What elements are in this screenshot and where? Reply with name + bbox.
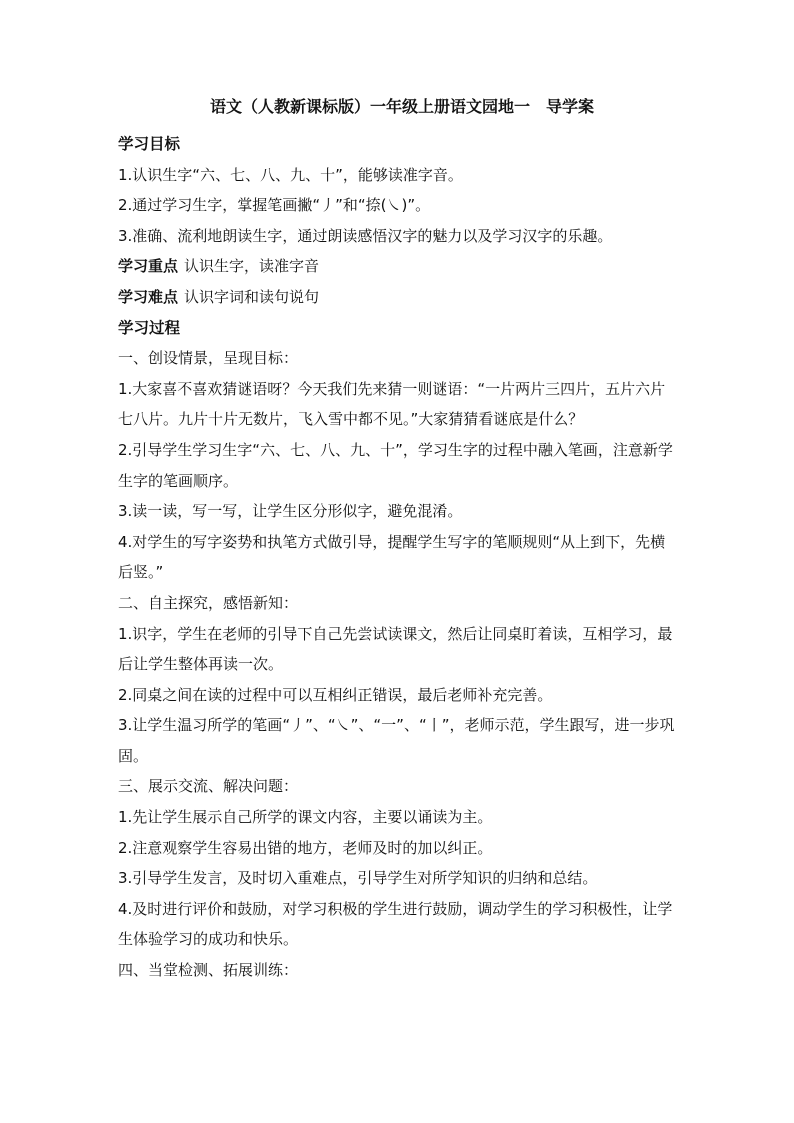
list-item: 4.及时进行评价和鼓励，对学习积极的学生进行鼓励，调动学生的学习积极性，让学生体验学习的成功和快乐。 <box>118 899 673 949</box>
section-heading: 二、自主探究，感悟新知： <box>118 593 299 612</box>
list-item: 2.注意观察学生容易出错的地方，老师及时的加以纠正。 <box>118 838 493 857</box>
list-item: 4.对学生的写字姿势和执笔方式做引导，提醒学生写字的笔顺规则“从上到下，先横后竖。” <box>118 532 666 582</box>
key-point-text: 认识生字，读准字音 <box>184 257 320 276</box>
key-point-row <box>118 251 678 282</box>
key-point-label: 学习重点 <box>118 257 179 276</box>
list-item: 2.同桌之间在读的过程中可以互相纠正错误，最后老师补充完善。 <box>118 685 553 704</box>
difficulty-row <box>118 282 678 313</box>
section-heading: 四、当堂检测、拓展训练： <box>118 961 299 980</box>
list-item: 3.引导学生发言，及时切入重难点，引导学生对所学知识的归纳和总结。 <box>118 869 598 888</box>
list-item: 3.读一读，写一写，让学生区分形似字，避免混淆。 <box>118 502 463 521</box>
process-heading: 学习过程 <box>118 318 181 337</box>
difficulty-text: 认识字词和读句说句 <box>184 287 320 306</box>
goal-item: 3.准确、流利地朗读生字，通过朗读感悟汉字的魅力以及学习汉字的乐趣。 <box>118 226 613 245</box>
list-item: 1.先让学生展示自己所学的课文内容，主要以诵读为主。 <box>118 808 493 827</box>
list-item: 2.引导学生学习生字“六、七、八、九、十”，学习生字的过程中融入笔画，注意新学生字的笔画顺序。 <box>118 440 673 490</box>
list-item: 1.大家喜不喜欢猜谜语呀？今天我们先来猜一则谜语：“一片两片三四片，五片六片七八片。九片十片无数片，飞入雪中都不见。”大家猜猜看谜底是什么？ <box>118 379 666 429</box>
goal-item: 2.通过学习生字，掌握笔画撇“丿”和“捺(㇏)”。 <box>118 196 431 215</box>
goal-item: 1.认识生字“六、七、八、九、十”，能够读准字音。 <box>118 165 463 184</box>
section-heading: 一、创设情景，呈现目标： <box>118 349 299 368</box>
section-heading: 三、展示交流、解决问题： <box>118 777 299 796</box>
list-item: 1.识字，学生在老师的引导下自己先尝试读课文，然后让同桌盯着读，互相学习，最后让学生整体再读一次。 <box>118 624 673 674</box>
list-item: 3.让学生温习所学的笔画“丿”、“㇏”、“一”、“丨”，老师示范，学生跟写，进一步巩固。 <box>118 716 675 765</box>
document-title: 语文（人教新课标版）一年级上册语文园地一 导学案 <box>209 97 594 116</box>
difficulty-label: 学习难点 <box>118 287 179 306</box>
goals-heading: 学习目标 <box>118 135 181 153</box>
